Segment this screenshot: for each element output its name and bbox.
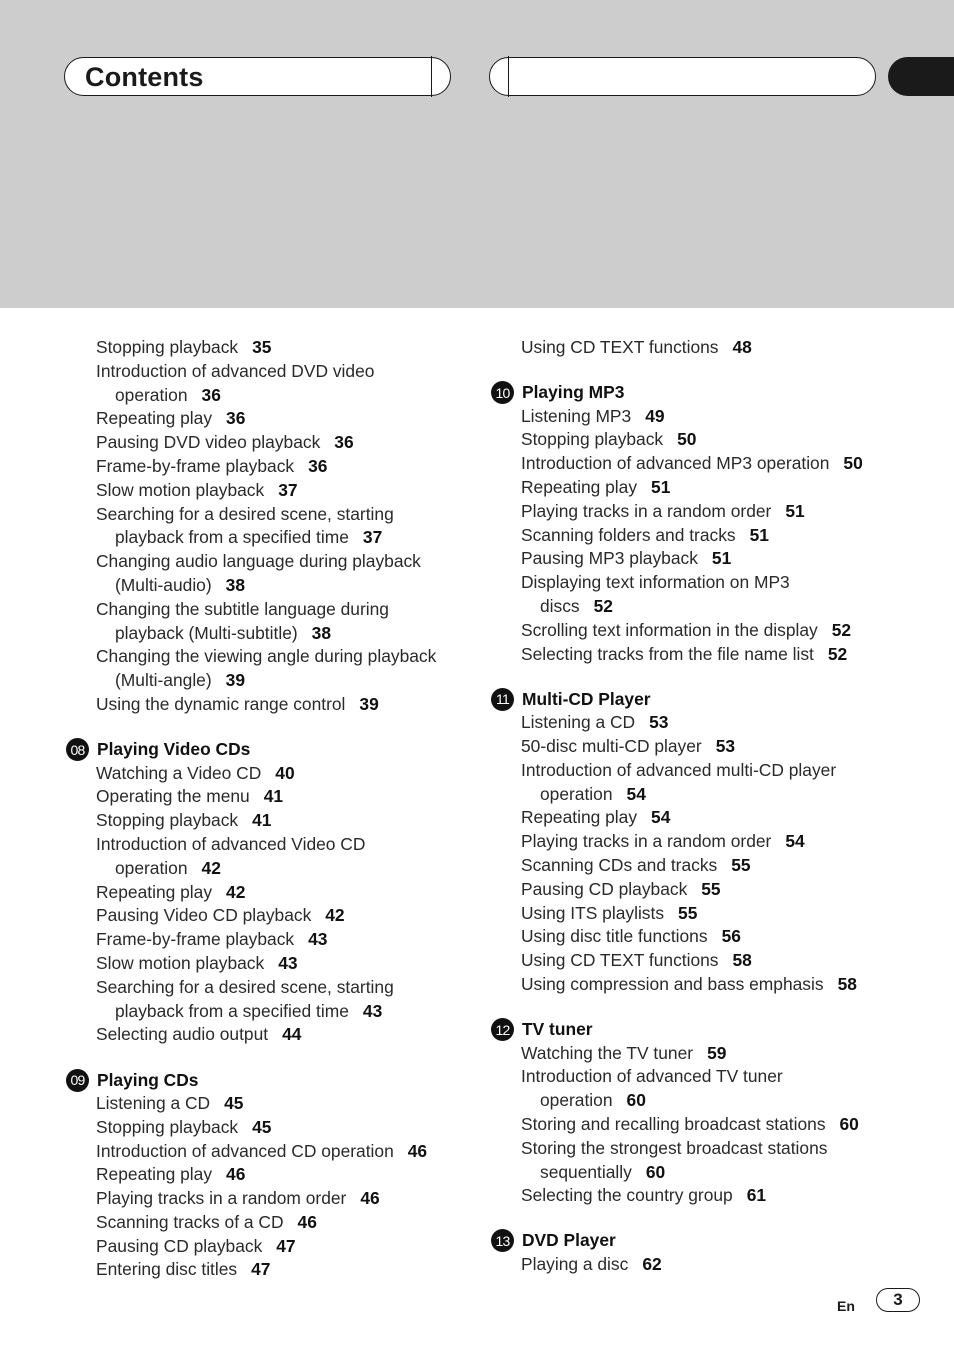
- toc-page-number: 52: [831, 619, 852, 640]
- toc-page-number: 41: [252, 810, 272, 831]
- toc-entry[interactable]: [66, 785, 466, 809]
- toc-page-number: 38: [311, 622, 332, 643]
- toc-entry-text: Slow motion playback: [96, 952, 265, 973]
- toc-page-number: 37: [278, 479, 298, 500]
- toc-entry-text: Displaying text information on MP3: [521, 572, 790, 593]
- toc-entry[interactable]: [66, 455, 466, 479]
- toc-entry-continuation: [96, 669, 466, 693]
- toc-page-number: 56: [721, 926, 741, 947]
- toc-page-number: 46: [226, 1164, 246, 1185]
- toc-entry-continuation: [96, 574, 466, 598]
- toc-entry[interactable]: [66, 479, 466, 503]
- toc-entry[interactable]: [491, 854, 911, 878]
- toc-entry-text: Slow motion playback: [96, 479, 265, 500]
- toc-entry[interactable]: [491, 711, 911, 735]
- toc-page-number: 36: [201, 384, 221, 405]
- toc-entry[interactable]: [491, 1184, 911, 1208]
- toc-entry-text-line2: (Multi-audio): [115, 574, 212, 595]
- toc-entry-text-line2: playback from a specified time: [115, 527, 349, 548]
- toc-entry-text: Using ITS playlists: [521, 902, 665, 923]
- toc-entry-text: Watching a Video CD: [96, 762, 262, 783]
- toc-page-number: 55: [678, 902, 698, 923]
- toc-entry[interactable]: [66, 1187, 466, 1211]
- toc-page-number: 52: [827, 643, 848, 664]
- toc-entry[interactable]: [66, 1092, 466, 1116]
- toc-entry-text: Watching the TV tuner: [521, 1042, 694, 1063]
- toc-entry[interactable]: [491, 1042, 911, 1066]
- toc-entry[interactable]: [66, 809, 466, 833]
- toc-entry-text: Repeating play: [96, 1164, 213, 1185]
- toc-page-number: 62: [642, 1253, 662, 1274]
- section-number-badge: 12: [491, 1018, 514, 1041]
- toc-page-number: 42: [325, 905, 345, 926]
- toc-entry[interactable]: [491, 1113, 911, 1137]
- toc-page-number: 45: [252, 1116, 272, 1137]
- toc-entry-text: Listening MP3: [521, 405, 632, 426]
- toc-entry[interactable]: [66, 881, 466, 905]
- toc-entry-text: Repeating play: [521, 807, 638, 828]
- toc-entry-text: Pausing Video CD playback: [96, 905, 312, 926]
- toc-page-number: 54: [626, 783, 646, 804]
- toc-entry[interactable]: [66, 598, 466, 646]
- toc-entry-text: Introduction of advanced Video CD: [96, 833, 366, 854]
- page-number-badge: 3: [876, 1288, 920, 1312]
- header-band: [0, 0, 954, 308]
- toc-entry-text-line2: operation: [540, 783, 613, 804]
- section-heading[interactable]: [491, 1018, 911, 1042]
- toc-page-number: 42: [226, 881, 246, 902]
- toc-page-number: 50: [677, 429, 697, 450]
- toc-left-column: [66, 336, 466, 1282]
- toc-entry-text: Stopping playback: [521, 429, 664, 450]
- toc-entry-text: Storing the strongest broadcast stations: [521, 1137, 828, 1158]
- toc-entry-text-line2: operation: [115, 384, 188, 405]
- section-number-badge: 11: [491, 688, 514, 711]
- toc-page-number: 43: [362, 1000, 383, 1021]
- toc-entry[interactable]: [66, 550, 466, 598]
- toc-entry-text: Playing tracks in a random order: [521, 500, 772, 521]
- toc-entry[interactable]: [66, 1140, 466, 1164]
- toc-entry-continuation: [521, 1161, 911, 1185]
- toc-entry[interactable]: [66, 431, 466, 455]
- toc-entry[interactable]: [491, 830, 911, 854]
- toc-entry-continuation: [96, 526, 466, 550]
- toc-entry-text: Using compression and bass emphasis: [521, 973, 824, 994]
- toc-entry-continuation: [521, 595, 911, 619]
- section-heading[interactable]: [491, 687, 911, 711]
- toc-entry-continuation: [96, 1000, 466, 1024]
- toc-page-number: 40: [275, 762, 295, 783]
- toc-entry-text: Repeating play: [96, 881, 213, 902]
- contents-title-frame: [64, 57, 451, 96]
- toc-entry[interactable]: [491, 902, 911, 926]
- toc-entry-text: 50-disc multi-CD player: [521, 735, 702, 756]
- toc-entry-text: Entering disc titles: [96, 1259, 238, 1280]
- toc-entry[interactable]: [66, 407, 466, 431]
- toc-page-number: 60: [839, 1113, 859, 1134]
- toc-page-number: 50: [843, 453, 863, 474]
- toc-entry-text: Scanning CDs and tracks: [521, 854, 718, 875]
- toc-page-number: 36: [226, 408, 246, 429]
- toc-entry[interactable]: [66, 645, 466, 693]
- section-title: Playing MP3: [522, 382, 625, 403]
- section-title: Playing CDs: [97, 1069, 199, 1090]
- section-tab-marker: [888, 57, 954, 96]
- toc-page-number: 39: [225, 670, 245, 691]
- toc-page-number: 53: [649, 712, 669, 733]
- toc-entry[interactable]: [491, 547, 911, 571]
- toc-entry-text: Stopping playback: [96, 1116, 239, 1137]
- toc-entry[interactable]: [491, 806, 911, 830]
- toc-entry-text-line2: playback from a specified time: [115, 1000, 349, 1021]
- toc-page-number: 44: [282, 1024, 302, 1045]
- toc-page-number: 55: [701, 878, 721, 899]
- toc-entry[interactable]: [66, 1235, 466, 1259]
- toc-entry-text-line2: (Multi-angle): [115, 670, 212, 691]
- toc-entry[interactable]: [491, 500, 911, 524]
- toc-entry-text: Pausing CD playback: [96, 1235, 263, 1256]
- toc-page-number: 48: [732, 337, 752, 357]
- toc-entry-text: Using CD TEXT functions: [521, 950, 719, 971]
- section-title: Playing Video CDs: [97, 739, 251, 760]
- toc-entry-text: Using CD TEXT functions: [521, 337, 719, 357]
- toc-entry-text: Stopping playback: [96, 810, 239, 831]
- section-number-badge: 09: [66, 1069, 89, 1092]
- toc-page-number: 39: [359, 693, 379, 714]
- section-title: TV tuner: [522, 1019, 593, 1040]
- toc-page-number: 46: [360, 1188, 380, 1209]
- toc-page-number: 43: [278, 952, 298, 973]
- toc-entry[interactable]: [66, 762, 466, 786]
- toc-page-number: 58: [837, 973, 857, 994]
- toc-page-number: 45: [224, 1092, 244, 1113]
- toc-page-number: 36: [308, 455, 328, 476]
- toc-page-number: 41: [263, 786, 284, 807]
- toc-page-number: 51: [651, 476, 671, 497]
- section-heading[interactable]: [491, 1229, 911, 1253]
- toc-entry-text: Changing the viewing angle during playback: [96, 646, 437, 667]
- toc-entry[interactable]: [491, 405, 911, 429]
- toc-entry[interactable]: [491, 428, 911, 452]
- toc-entry[interactable]: [491, 619, 911, 643]
- toc-entry-text: Playing a disc: [521, 1253, 629, 1274]
- toc-entry[interactable]: [491, 336, 911, 360]
- toc-entry[interactable]: [491, 925, 911, 949]
- toc-entry[interactable]: [491, 973, 911, 997]
- toc-page-number: 52: [593, 595, 613, 616]
- toc-entry-text: Selecting the country group: [521, 1185, 733, 1206]
- toc-entry-text: Using disc title functions: [521, 926, 708, 947]
- toc-entry[interactable]: [66, 1116, 466, 1140]
- toc-entry-text: Playing tracks in a random order: [521, 831, 772, 852]
- section-number-badge: 08: [66, 738, 89, 761]
- toc-entry[interactable]: [66, 336, 466, 360]
- toc-entry[interactable]: [66, 503, 466, 551]
- toc-entry-text: Selecting tracks from the file name list: [521, 643, 814, 664]
- toc-entry[interactable]: [491, 1253, 911, 1277]
- toc-entry-continuation: [96, 622, 466, 646]
- section-heading[interactable]: [66, 738, 466, 762]
- toc-entry[interactable]: [491, 735, 911, 759]
- toc-page-number: 46: [297, 1211, 317, 1232]
- toc-entry[interactable]: [66, 928, 466, 952]
- toc-entry-continuation: [96, 384, 466, 408]
- toc-entry[interactable]: [491, 571, 911, 619]
- toc-entry[interactable]: [491, 1137, 911, 1185]
- toc-entry-text: Scanning folders and tracks: [521, 524, 736, 545]
- toc-entry-text: Scanning tracks of a CD: [96, 1211, 284, 1232]
- toc-entry[interactable]: [66, 360, 466, 408]
- toc-entry-text: Listening a CD: [96, 1092, 211, 1113]
- section-heading[interactable]: [66, 1068, 466, 1092]
- page-title: Contents: [85, 62, 204, 92]
- section-number-badge: 10: [491, 381, 514, 404]
- toc-entry[interactable]: [66, 1023, 466, 1047]
- toc-entry-text-line2: operation: [540, 1090, 613, 1111]
- toc-entry-text: Using the dynamic range control: [96, 693, 346, 714]
- toc-entry-text-line2: playback (Multi-subtitle): [115, 622, 298, 643]
- toc-entry-text-line2: operation: [115, 857, 188, 878]
- toc-page-number: 42: [201, 857, 221, 878]
- toc-entry-text: Storing and recalling broadcast stations: [521, 1113, 826, 1134]
- toc-page-number: 46: [407, 1140, 428, 1161]
- toc-entry-text: Introduction of advanced multi-CD player: [521, 759, 837, 780]
- toc-entry[interactable]: [491, 476, 911, 500]
- empty-title-frame: [489, 57, 876, 96]
- toc-entry-text: Introduction of advanced MP3 operation: [521, 453, 830, 474]
- section-heading[interactable]: [491, 381, 911, 405]
- toc-page-number: 53: [715, 735, 736, 756]
- toc-entry-text: Scrolling text information in the display: [521, 619, 818, 640]
- toc-page-number: 38: [225, 574, 245, 595]
- toc-entry[interactable]: [66, 1211, 466, 1235]
- toc-entry-text: Frame-by-frame playback: [96, 929, 295, 950]
- toc-page-number: 37: [362, 527, 383, 548]
- toc-entry[interactable]: [491, 878, 911, 902]
- section-number-badge: 13: [491, 1229, 514, 1252]
- toc-page-number: 55: [731, 854, 751, 875]
- toc-page-number: 60: [645, 1161, 666, 1182]
- toc-entry[interactable]: [491, 524, 911, 548]
- toc-entry[interactable]: [66, 833, 466, 881]
- toc-entry[interactable]: [491, 949, 911, 973]
- toc-page-number: 60: [626, 1090, 646, 1111]
- toc-entry[interactable]: [491, 1065, 911, 1113]
- toc-page-number: 47: [251, 1259, 271, 1280]
- toc-entry-text: Introduction of advanced TV tuner: [521, 1066, 783, 1087]
- toc-page-number: 54: [785, 831, 805, 852]
- toc-entry-continuation: [521, 1089, 911, 1113]
- toc-page-number: 59: [707, 1042, 727, 1063]
- toc-page-number: 58: [732, 950, 752, 971]
- toc-page-number: 49: [645, 405, 665, 426]
- toc-entry-text-line2: discs: [540, 595, 580, 616]
- toc-page-number: 35: [252, 337, 272, 357]
- toc-entry-continuation: [96, 857, 466, 881]
- toc-entry-text: Repeating play: [96, 408, 213, 429]
- toc-entry[interactable]: [491, 452, 911, 476]
- toc-entry-text-line2: sequentially: [540, 1161, 632, 1182]
- toc-entry[interactable]: [491, 759, 911, 807]
- toc-entry-text: Stopping playback: [96, 337, 239, 357]
- toc-entry-text: Playing tracks in a random order: [96, 1188, 347, 1209]
- toc-entry-text: Changing the subtitle language during: [96, 598, 389, 619]
- toc-right-column: [491, 336, 911, 1277]
- toc-entry[interactable]: [66, 693, 466, 717]
- toc-entry-text: Pausing DVD video playback: [96, 432, 321, 453]
- toc-entry-text: Repeating play: [521, 476, 638, 497]
- toc-entry[interactable]: [66, 1163, 466, 1187]
- toc-entry-text: Operating the menu: [96, 786, 250, 807]
- toc-entry-text: Introduction of advanced CD operation: [96, 1140, 394, 1161]
- toc-entry-text: Searching for a desired scene, starting: [96, 976, 394, 997]
- section-title: Multi-CD Player: [522, 688, 651, 709]
- toc-entry-text: Pausing MP3 playback: [521, 548, 698, 569]
- section-title: DVD Player: [522, 1230, 616, 1251]
- toc-page-number: 43: [308, 929, 328, 950]
- toc-entry[interactable]: [66, 1258, 466, 1282]
- toc-entry-continuation: [521, 783, 911, 807]
- toc-entry-text: Selecting audio output: [96, 1024, 269, 1045]
- language-label: En: [837, 1298, 855, 1314]
- toc-entry-text: Changing audio language during playback: [96, 551, 421, 572]
- toc-entry-text: Pausing CD playback: [521, 878, 688, 899]
- toc-entry[interactable]: [491, 643, 911, 667]
- toc-entry[interactable]: [66, 904, 466, 928]
- toc-page-number: 36: [334, 432, 354, 453]
- toc-page-number: 51: [711, 548, 732, 569]
- toc-entry-text: Frame-by-frame playback: [96, 455, 295, 476]
- toc-page-number: 47: [276, 1235, 296, 1256]
- toc-entry-text: Searching for a desired scene, starting: [96, 503, 394, 524]
- toc-page-number: 54: [651, 807, 671, 828]
- toc-entry[interactable]: [66, 952, 466, 976]
- toc-page-number: 61: [746, 1185, 767, 1206]
- toc-page-number: 51: [785, 500, 805, 521]
- toc-entry[interactable]: [66, 976, 466, 1024]
- toc-page-number: 51: [749, 524, 769, 545]
- toc-entry-text: Introduction of advanced DVD video: [96, 360, 375, 381]
- toc-entry-text: Listening a CD: [521, 712, 636, 733]
